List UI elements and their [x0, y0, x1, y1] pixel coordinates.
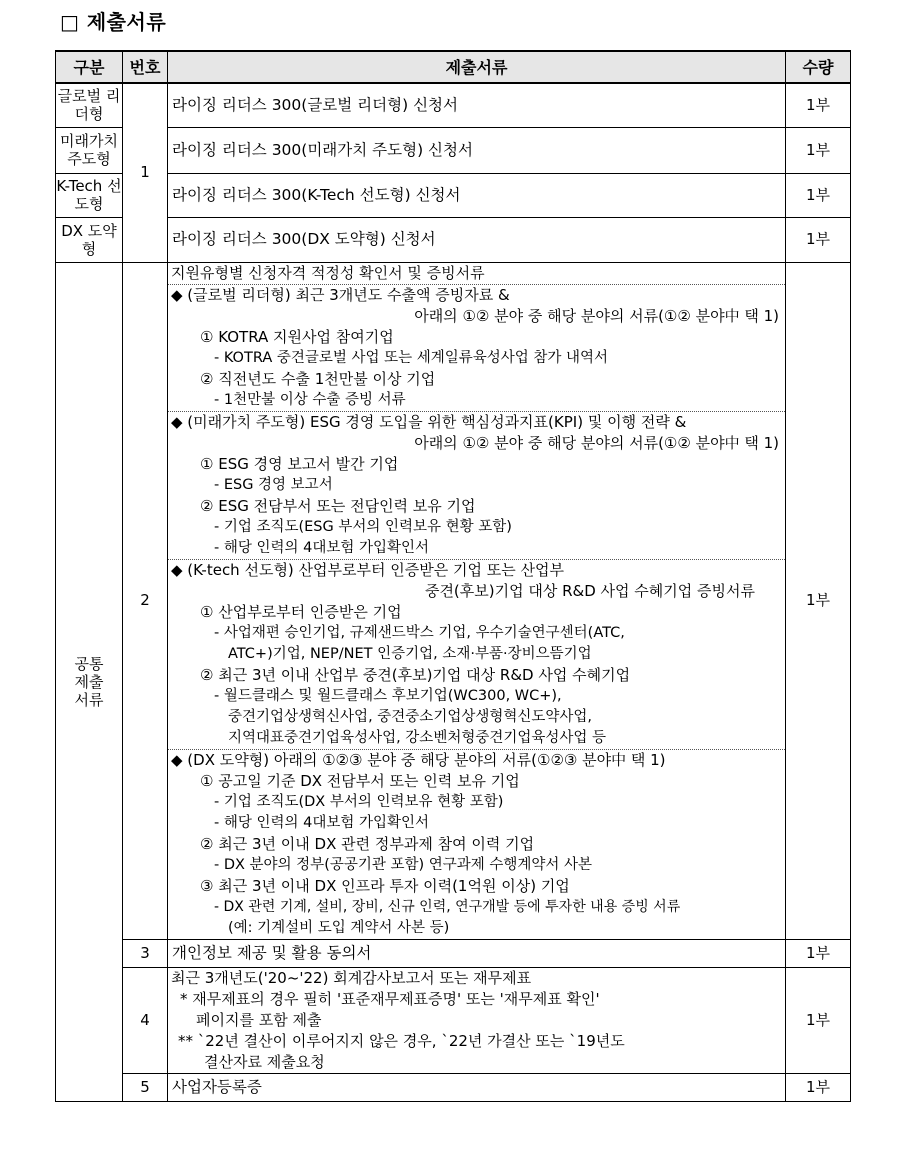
- ktech-line: 중견기업상생혁신사업, 중견중소기업상생형혁신도약사업,: [228, 708, 593, 725]
- global-line: ① KOTRA 지원사업 참여기업: [200, 327, 394, 346]
- doc-dx-application: 라이징 리더스 300(DX 도약형) 신청서: [168, 217, 786, 262]
- financial-line: 최근 3개년도('20~'22) 회계감사보고서 또는 재무제표: [171, 968, 532, 987]
- global-line: - 1천만불 이상 수출 증빙 서류: [214, 391, 406, 408]
- future-line: ◆ (미래가치 주도형) ESG 경영 도입을 위한 핵심성과지표(KPI) 및 이행 전략 &: [171, 412, 687, 431]
- qty: 1부: [786, 939, 851, 967]
- table-header-row: [56, 51, 851, 83]
- ktech-line: ① 산업부로부터 인증받은 기업: [200, 602, 402, 621]
- qty: 1부: [786, 262, 851, 939]
- header-type: 구분: [56, 51, 123, 83]
- dx-line: - 기업 조직도(DX 부서의 인력보유 현황 포함): [214, 793, 504, 810]
- dx-line: - 해당 인력의 4대보험 가입확인서: [214, 814, 429, 831]
- dx-line: (예: 기계설비 도입 계약서 사본 등): [228, 919, 450, 936]
- doc-financial-statements: [168, 967, 786, 1073]
- ktech-line: - 사업재편 승인기업, 규제샌드박스 기업, 우수기술연구센터(ATC,: [214, 624, 625, 641]
- header-num: 번호: [123, 51, 168, 83]
- table-row: [56, 262, 851, 939]
- qty: 1부: [786, 173, 851, 217]
- table-row: [56, 83, 851, 127]
- ktech-line: - 월드클래스 및 월드클래스 후보기업(WC300, WC+),: [214, 687, 562, 704]
- row-number-4: 4: [123, 967, 168, 1073]
- doc-future-application: 라이징 리더스 300(미래가치 주도형) 신청서: [168, 127, 786, 173]
- table-row: [56, 939, 851, 967]
- header-doc: 제출서류: [168, 51, 786, 83]
- dx-line: ② 최근 3년 이내 DX 관련 정부과제 참여 이력 기업: [200, 834, 535, 853]
- header-qty: 수량: [786, 51, 851, 83]
- financial-line: ** `22년 결산이 이루어지지 않은 경우, `22년 가결산 또는 `19년도: [178, 1031, 625, 1050]
- qty: 1부: [786, 83, 851, 127]
- ktech-line: 지역대표중견기업육성사업, 강소벤처형중견기업육성사업 등: [228, 729, 607, 746]
- global-line: 아래의 ①② 분야 중 해당 분야의 서류(①② 분야中 택 1): [414, 306, 779, 325]
- doc-global-application: 라이징 리더스 300(글로벌 리더형) 신청서: [168, 83, 786, 127]
- future-line: ② ESG 전담부서 또는 전담인력 보유 기업: [200, 496, 476, 515]
- row-number-5: 5: [123, 1073, 168, 1101]
- type-dx: DX 도약형: [56, 217, 123, 262]
- doc-privacy-consent: 개인정보 제공 및 활용 동의서: [168, 939, 786, 967]
- future-line: - 기업 조직도(ESG 부서의 인력보유 현황 포함): [214, 518, 512, 535]
- row-number-3: 3: [123, 939, 168, 967]
- ktech-line: 중견(후보)기업 대상 R&D 사업 수혜기업 증빙서류: [424, 581, 755, 600]
- future-line: - 해당 인력의 4대보험 가입확인서: [214, 539, 429, 556]
- ktech-line: ATC+)기업, NEP/NET 인증기업, 소재·부품·장비으뜸기업: [228, 645, 592, 662]
- future-line: ① ESG 경영 보고서 발간 기업: [200, 454, 399, 473]
- eligibility-documents: [168, 262, 786, 939]
- global-leader-block: [168, 284, 785, 411]
- doc-business-registration: 사업자등록증: [168, 1073, 786, 1101]
- qty: 1부: [786, 967, 851, 1073]
- submission-documents-table: [55, 50, 851, 1102]
- financial-line: 결산자료 제출요청: [204, 1052, 325, 1071]
- financial-line: * 재무제표의 경우 필히 '표준재무제표증명' 또는 '재무제표 확인': [180, 989, 600, 1008]
- table-row: [56, 967, 851, 1073]
- future-line: - ESG 경영 보고서: [214, 476, 333, 493]
- dx-line: ③ 최근 3년 이내 DX 인프라 투자 이력(1억원 이상) 기업: [200, 876, 570, 895]
- row-number-1: 1: [123, 83, 168, 262]
- dx-line: - DX 분야의 정부(공공기관 포함) 연구과제 수행계약서 사본: [214, 856, 593, 873]
- table-row: [56, 127, 851, 173]
- dx-block: [168, 749, 785, 939]
- ktech-block: [168, 559, 785, 749]
- qty: 1부: [786, 127, 851, 173]
- financial-line: 페이지를 포함 제출: [196, 1010, 322, 1029]
- eligibility-title-block: [168, 263, 785, 284]
- type-future: 미래가치 주도형: [56, 127, 123, 173]
- table-row: [56, 1073, 851, 1101]
- global-line: ② 직전년도 수출 1천만불 이상 기업: [200, 369, 436, 388]
- row-number-2: 2: [123, 262, 168, 939]
- dx-line: ① 공고일 기준 DX 전담부서 또는 인력 보유 기업: [200, 771, 520, 790]
- global-line: - KOTRA 중견글로벌 사업 또는 세계일류육성사업 참가 내역서: [214, 349, 609, 366]
- type-ktech: K-Tech 선도형: [56, 173, 123, 217]
- type-common: 공통 제출 서류: [56, 262, 123, 1101]
- type-global: 글로벌 리더형: [56, 83, 123, 127]
- dx-line: - DX 관련 기계, 설비, 장비, 신규 인력, 연구개발 등에 투자한 내용 증빙 서류: [214, 898, 681, 915]
- ktech-line: ◆ (K-tech 선도형) 산업부로부터 인증받은 기업 또는 산업부: [171, 560, 564, 579]
- table-row: [56, 173, 851, 217]
- future-value-block: [168, 411, 785, 559]
- future-line: 아래의 ①② 분야 중 해당 분야의 서류(①② 분야中 택 1): [414, 433, 779, 452]
- dx-line: ◆ (DX 도약형) 아래의 ①②③ 분야 중 해당 분야의 서류(①②③ 분야中 택 1): [171, 750, 666, 769]
- eligibility-title: 지원유형별 신청자격 적정성 확인서 및 증빙서류: [171, 263, 485, 282]
- table-row: [56, 217, 851, 262]
- qty: 1부: [786, 1073, 851, 1101]
- global-line: ◆ (글로벌 리더형) 최근 3개년도 수출액 증빙자료 &: [171, 285, 510, 304]
- qty: 1부: [786, 217, 851, 262]
- ktech-line: ② 최근 3년 이내 산업부 중견(후보)기업 대상 R&D 사업 수혜기업: [200, 665, 631, 684]
- doc-ktech-application: 라이징 리더스 300(K-Tech 선도형) 신청서: [168, 173, 786, 217]
- section-heading: □ 제출서류: [60, 10, 167, 34]
